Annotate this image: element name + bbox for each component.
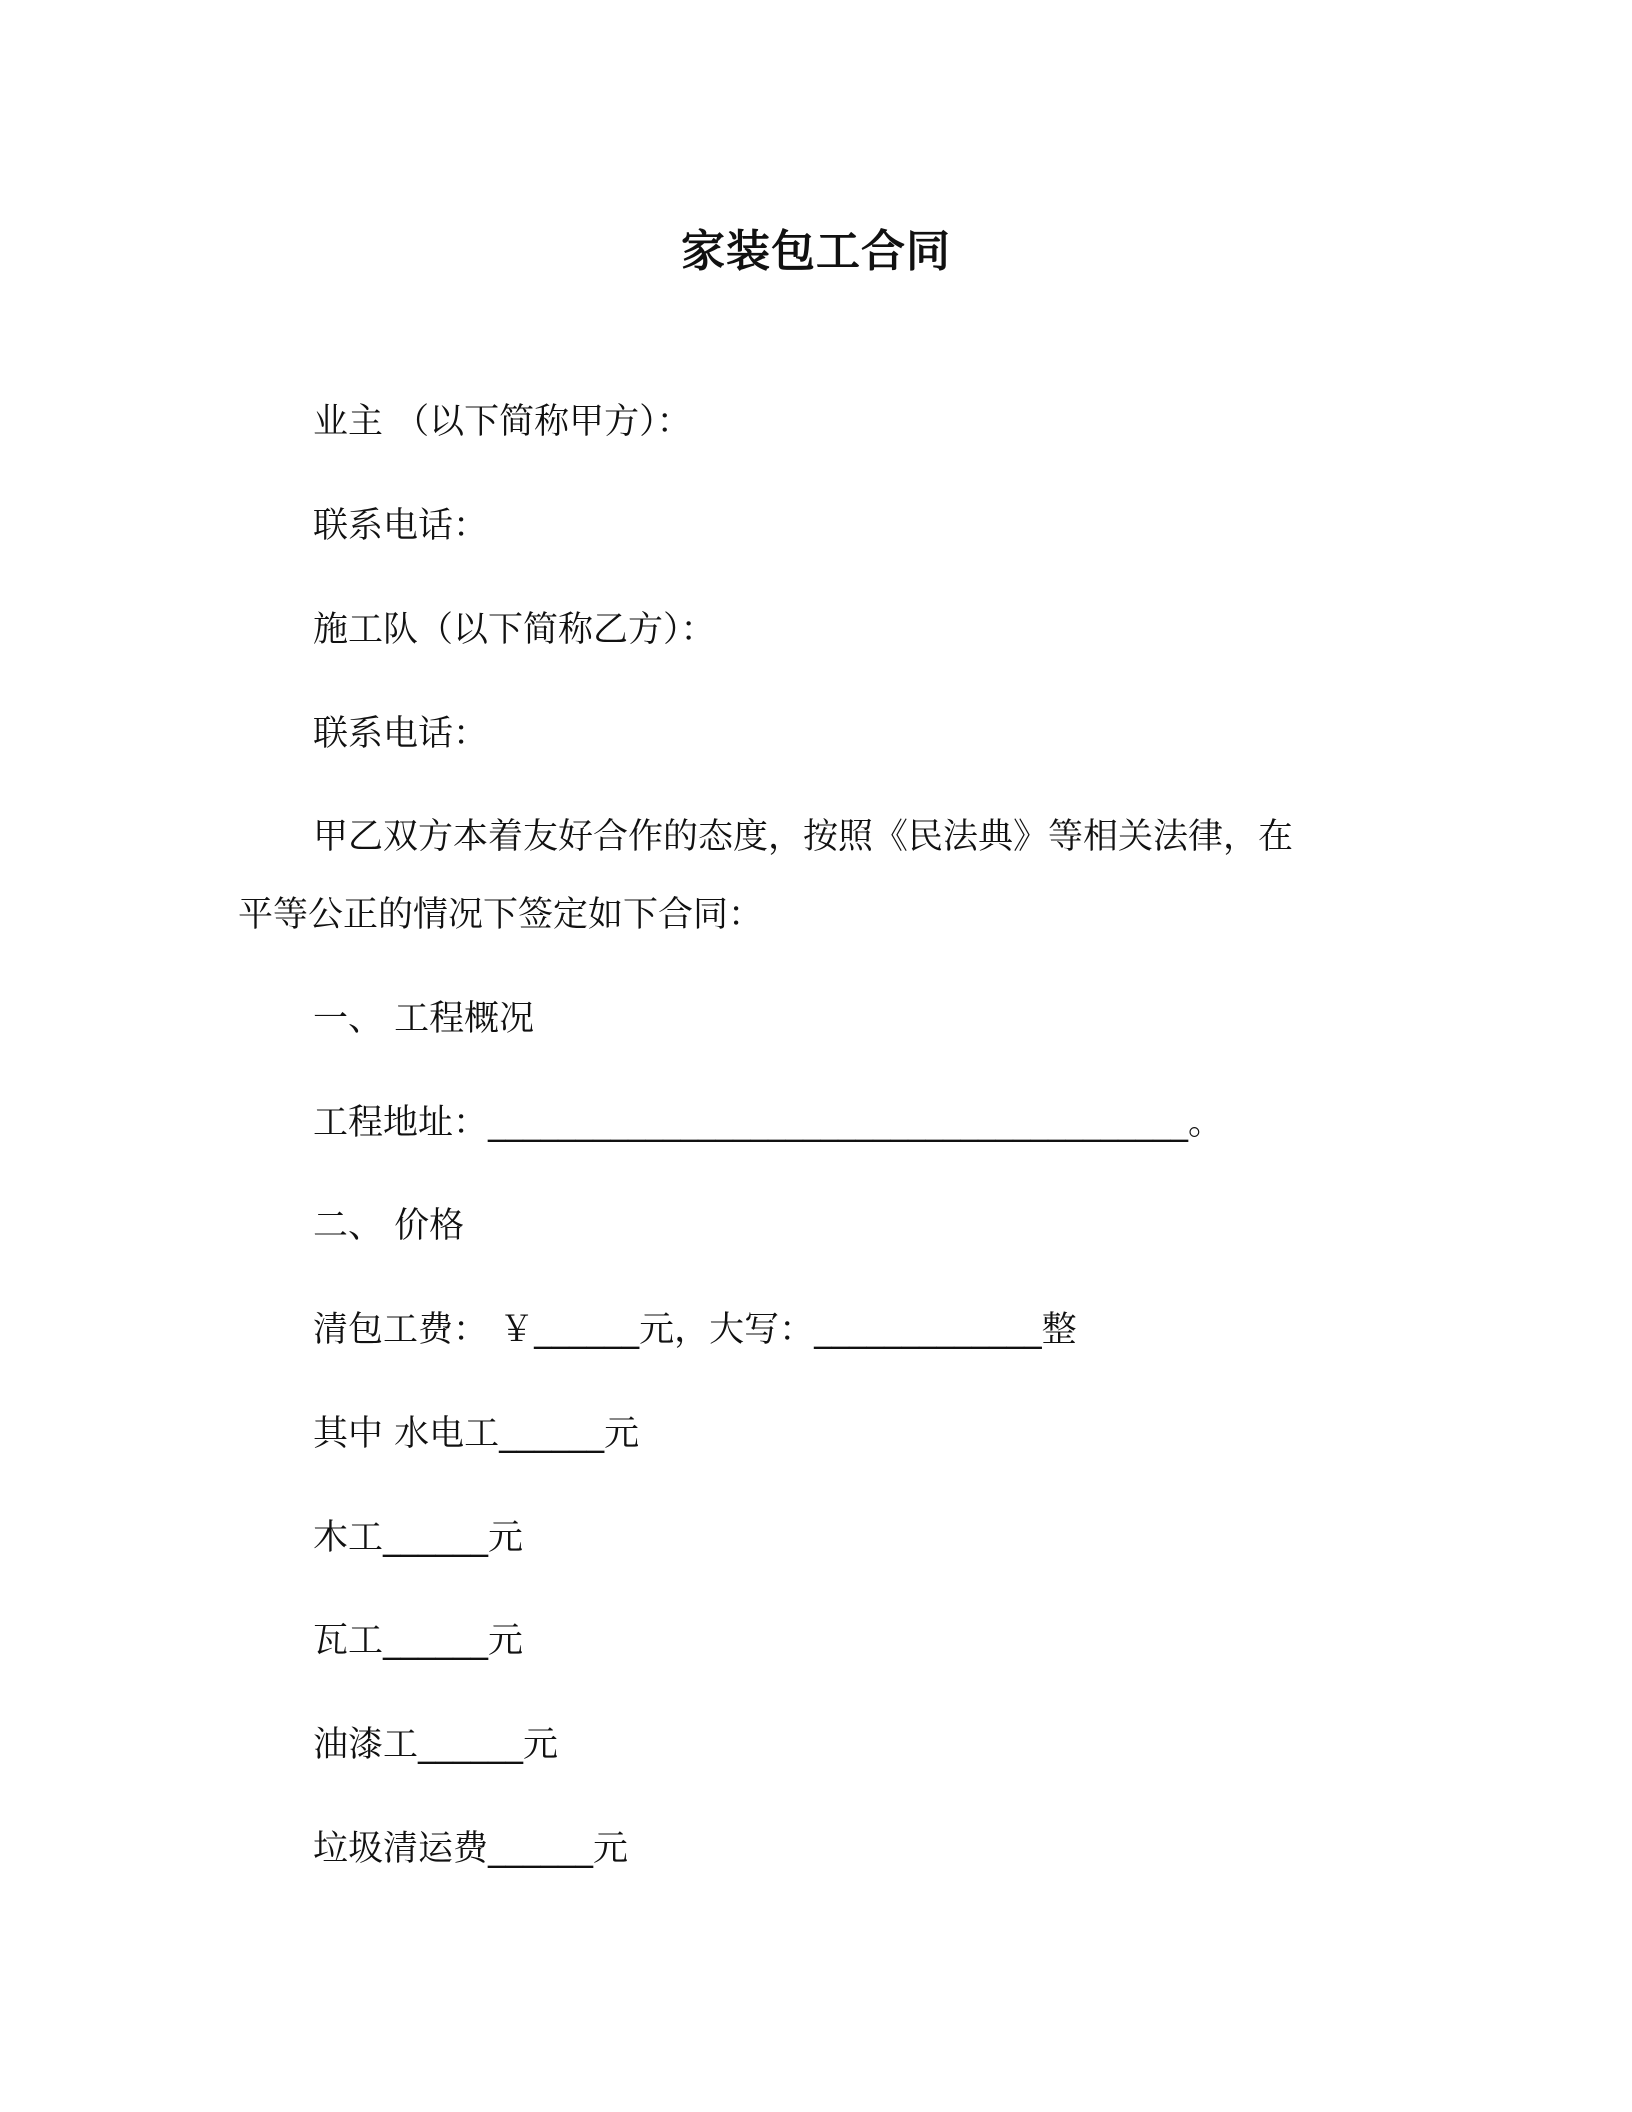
- document-title: 家装包工合同: [681, 226, 951, 277]
- painting-line: 油漆工______元: [313, 1725, 559, 1765]
- labor-fee-line: 清包工费： ￥______元，大写：_____________整: [313, 1310, 1077, 1350]
- waste-removal-line: 垃圾清运费______元: [313, 1829, 629, 1869]
- project-address-line: 工程地址：________________________________________。: [313, 1103, 1224, 1143]
- plumbing-electric-line: 其中 水电工______元: [313, 1414, 640, 1454]
- section-1-heading: 一、 工程概况: [313, 999, 535, 1039]
- preamble-line-1: 甲乙双方本着友好合作的态度，按照《民法典》等相关法律，在: [313, 817, 1294, 857]
- tiling-line: 瓦工______元: [313, 1621, 524, 1661]
- contractor-phone-line: 联系电话：: [313, 714, 489, 754]
- preamble-line-2: 平等公正的情况下签定如下合同：: [238, 895, 764, 935]
- owner-phone-line: 联系电话：: [313, 506, 489, 546]
- contractor-line: 施工队（以下简称乙方）：: [313, 610, 716, 650]
- owner-line: 业主 （以下简称甲方）：: [313, 402, 692, 442]
- section-2-heading: 二、 价格: [313, 1206, 465, 1246]
- carpentry-line: 木工______元: [313, 1518, 524, 1558]
